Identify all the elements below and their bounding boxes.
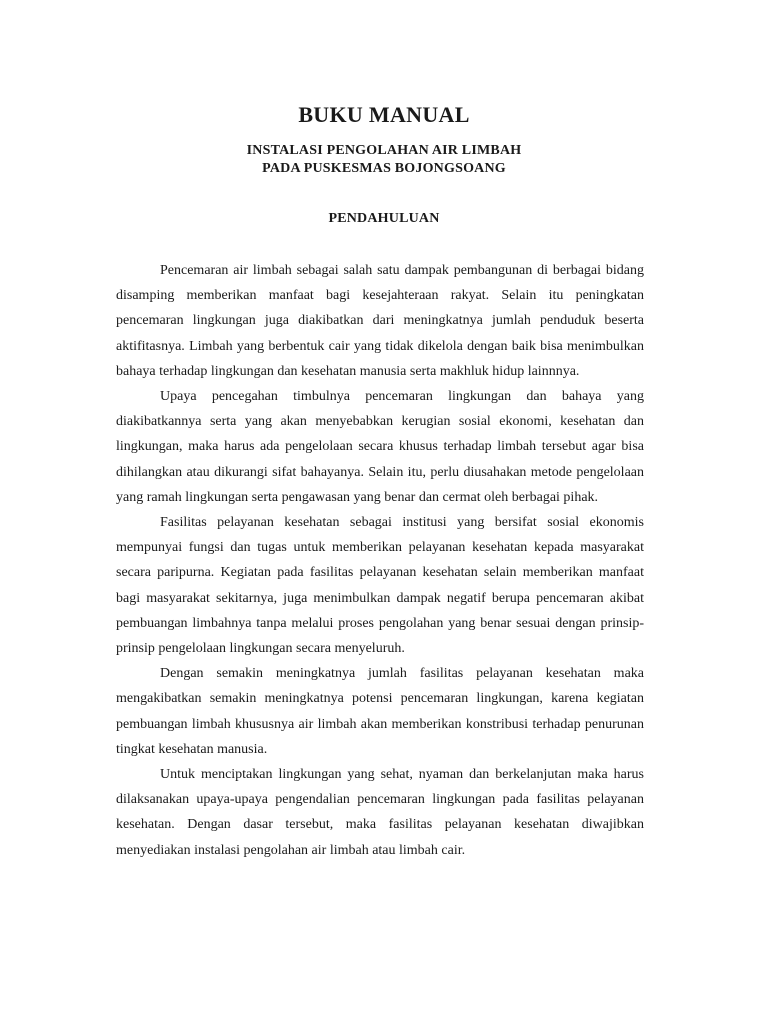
subtitle-line-2: PADA PUSKESMAS BOJONGSOANG [262, 161, 506, 176]
document-title: BUKU MANUAL [298, 102, 470, 127]
document-subtitle [0, 142, 768, 178]
subtitle-line-1: INSTALASI PENGOLAHAN AIR LIMBAH [246, 143, 522, 158]
paragraph-4: Dengan semakin meningkatnya jumlah fasilitas pelayanan kesehatan maka mengakibatkan semakin meningkatnya potensi pencemaran lingkungan, karena kegiatan pembuangan limbah khususnya air limbah akan memberikan konstribusi terhadap penurunan tingkat kesehatan manusia. [116, 666, 644, 757]
paragraph-1: Pencemaran air limbah sebagai salah satu dampak pembangunan di berbagai bidang disamping memberikan manfaat bagi kesejahteraan rakyat. Selain itu peningkatan pencemaran lingkungan juga diakibatkan dari meningkatnya jumlah penduduk beserta aktifitasnya. Limbah yang berbentuk cair yang tidak dikelola dengan baik bisa menimbulkan bahaya terhadap lingkungan dan kesehatan manusia serta makhluk hidup lainnnya. [116, 263, 644, 379]
body-text [116, 258, 644, 863]
section-heading: PENDAHULUAN [328, 211, 440, 226]
paragraph-5: Untuk menciptakan lingkungan yang sehat, nyaman dan berkelanjutan maka harus dilaksanakan upaya-upaya pengendalian pencemaran lingkungan pada fasilitas pelayanan kesehatan. Dengan dasar tersebut, maka fasilitas pelayanan kesehatan diwajibkan menyediakan instalasi pengolahan air limbah atau limbah cair. [116, 767, 644, 858]
paragraph-2: Upaya pencegahan timbulnya pencemaran lingkungan dan bahaya yang diakibatkannya serta yang akan menyebabkan kerugian sosial ekonomi, kesehatan dan lingkungan, maka harus ada pengelolaan secara khusus terhadap limbah tersebut agar bisa dihilangkan atau dikurangi sifat bahayanya. Selain itu, perlu diusahakan metode pengelolaan yang ramah lingkungan serta pengawasan yang benar dan cermat oleh berbagai pihak. [116, 389, 644, 505]
paragraph-3: Fasilitas pelayanan kesehatan sebagai institusi yang bersifat sosial ekonomis mempunyai fungsi dan tugas untuk memberikan pelayanan kesehatan kepada masyarakat secara paripurna. Kegiatan pada fasilitas pelayanan kesehatan selain memberikan manfaat bagi masyarakat sekitarnya, juga menimbulkan dampak negatif berupa pencemaran akibat pembuangan limbahnya tanpa melalui proses pengolahan yang benar sesuai dengan prinsip-prinsip pengelolaan lingkungan secara menyeluruh. [116, 515, 644, 657]
